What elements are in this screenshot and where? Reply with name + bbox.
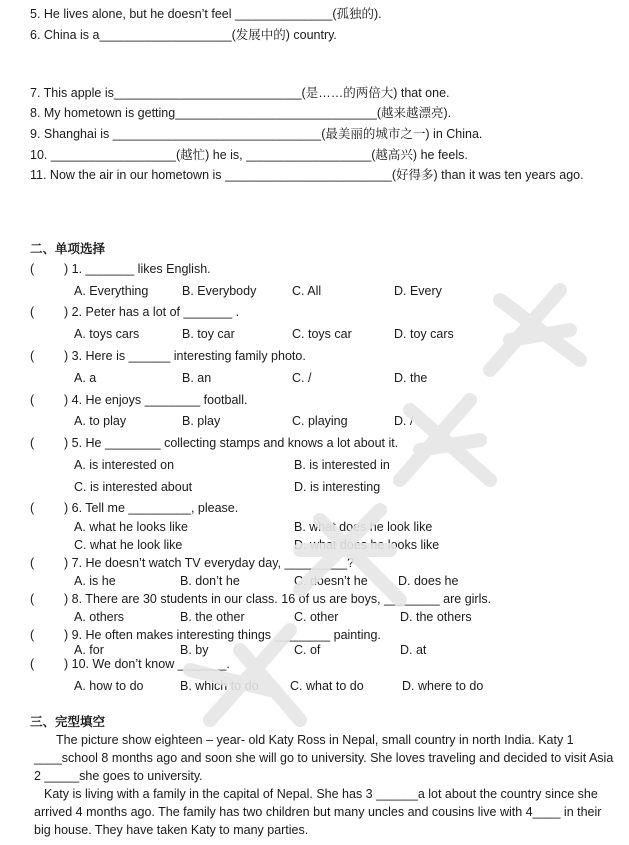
option-c: C. doesn’t he [294, 574, 368, 588]
question-stem: ) 5. He ________ collecting stamps and knows a lot about it. [64, 436, 399, 450]
fill-in-item-9: 9. Shanghai is ______________________________(最美丽的城市之一) in China. [30, 127, 483, 141]
answer-paren: ( [30, 501, 35, 515]
answer-paren: ( [30, 556, 35, 570]
option-a: A. how to do [74, 679, 144, 693]
question-stem: ) 10. We don’t know _______. [64, 657, 230, 671]
option-a: A. a [74, 371, 97, 385]
answer-paren: ( [30, 592, 35, 606]
answer-paren: ( [30, 657, 35, 671]
option-c: C. toys car [292, 327, 352, 341]
option-a: A. is he [74, 574, 116, 588]
option-a: A. Everything [74, 284, 149, 298]
option-a: A. what he looks like [74, 520, 188, 534]
option-a: A. for [74, 643, 104, 657]
option-c: C. playing [292, 414, 348, 428]
option-c: C. All [292, 284, 322, 298]
option-c: C. / [292, 371, 312, 385]
section-title-single-choice: 二、单项选择 [30, 242, 106, 256]
option-d: D. the others [400, 610, 472, 624]
passage-line-1: The picture show eighteen – year- old Katy Ross in Nepal, small country in north India. Katy 1 [56, 733, 574, 747]
option-a: A. is interested on [74, 458, 175, 472]
question-stem: ) 7. He doesn’t watch TV everyday day, _________? [64, 556, 354, 570]
question-stem: ) 2. Peter has a lot of _______ . [64, 305, 240, 319]
answer-paren: ( [30, 436, 35, 450]
option-d: D. the [394, 371, 428, 385]
answer-paren: ( [30, 262, 35, 276]
option-d: D. toy cars [394, 327, 454, 341]
question-stem: ) 8. There are 30 students in our class. 16 of us are boys, ________ are girls. [64, 592, 492, 606]
option-d: D. does he [398, 574, 459, 588]
option-d: D. where to do [402, 679, 484, 693]
question-stem: ) 4. He enjoys ________ football. [64, 393, 248, 407]
fill-in-item-10: 10. __________________(越忙) he is, __________________(越高兴) he feels. [30, 148, 468, 162]
option-a: A. to play [74, 414, 127, 428]
option-b: B. the other [180, 610, 245, 624]
question-stem: ) 3. Here is ______ interesting family photo. [64, 349, 306, 363]
option-d: D. / [394, 414, 414, 428]
option-b: B. Everybody [182, 284, 257, 298]
option-d: D. what does he looks like [294, 538, 440, 552]
option-d: D. is interesting [294, 480, 381, 494]
answer-paren: ( [30, 393, 35, 407]
option-d: D. Every [394, 284, 442, 298]
answer-paren: ( [30, 305, 35, 319]
passage-line-2: ____school 8 months ago and soon she will go to university. She loves traveling and decided to visit Asia [34, 751, 614, 765]
option-d: D. at [400, 643, 427, 657]
passage-line-5: arrived 4 months ago. The family has two children but many uncles and cousins live with 4____ in their [34, 805, 602, 819]
answer-paren: ( [30, 628, 35, 642]
option-c: C. what to do [290, 679, 364, 693]
option-a: A. others [74, 610, 125, 624]
question-stem: ) 1. _______ likes English. [64, 262, 211, 276]
section-title-cloze: 三、完型填空 [30, 715, 106, 729]
answer-paren: ( [30, 349, 35, 363]
option-b: B. an [182, 371, 212, 385]
question-stem: ) 6. Tell me _________, please. [64, 501, 239, 515]
passage-line-6: big house. They have taken Katy to many parties. [34, 823, 309, 837]
fill-in-item-7: 7. This apple is___________________________(是……的两倍大) that one. [30, 86, 450, 100]
option-c: C. other [294, 610, 339, 624]
fill-in-item-5: 5. He lives alone, but he doesn’t feel ______________(孤独的). [30, 7, 382, 21]
option-b: B. which to do [180, 679, 259, 693]
option-b: B. by [180, 643, 209, 657]
fill-in-item-8: 8. My hometown is getting_____________________________(越来越漂亮). [30, 106, 452, 120]
passage-line-4: Katy is living with a family in the capital of Nepal. She has 3 ______a lot about the country since she [44, 787, 598, 801]
option-b: B. what does he look like [294, 520, 433, 534]
option-b: B. play [182, 414, 221, 428]
question-stem: ) 9. He often makes interesting things ________ painting. [64, 628, 381, 642]
option-b: B. is interested in [294, 458, 390, 472]
option-c: C. is interested about [74, 480, 193, 494]
passage-line-3: 2 _____she goes to university. [34, 769, 203, 783]
option-b: B. toy car [182, 327, 235, 341]
option-c: C. what he look like [74, 538, 183, 552]
option-c: C. of [294, 643, 321, 657]
option-b: B. don’t he [180, 574, 240, 588]
fill-in-item-6: 6. China is a___________________(发展中的) country. [30, 28, 337, 42]
option-a: A. toys cars [74, 327, 140, 341]
fill-in-item-11: 11. Now the air in our hometown is ________________________(好得多) than it was ten years ago. [30, 168, 584, 182]
